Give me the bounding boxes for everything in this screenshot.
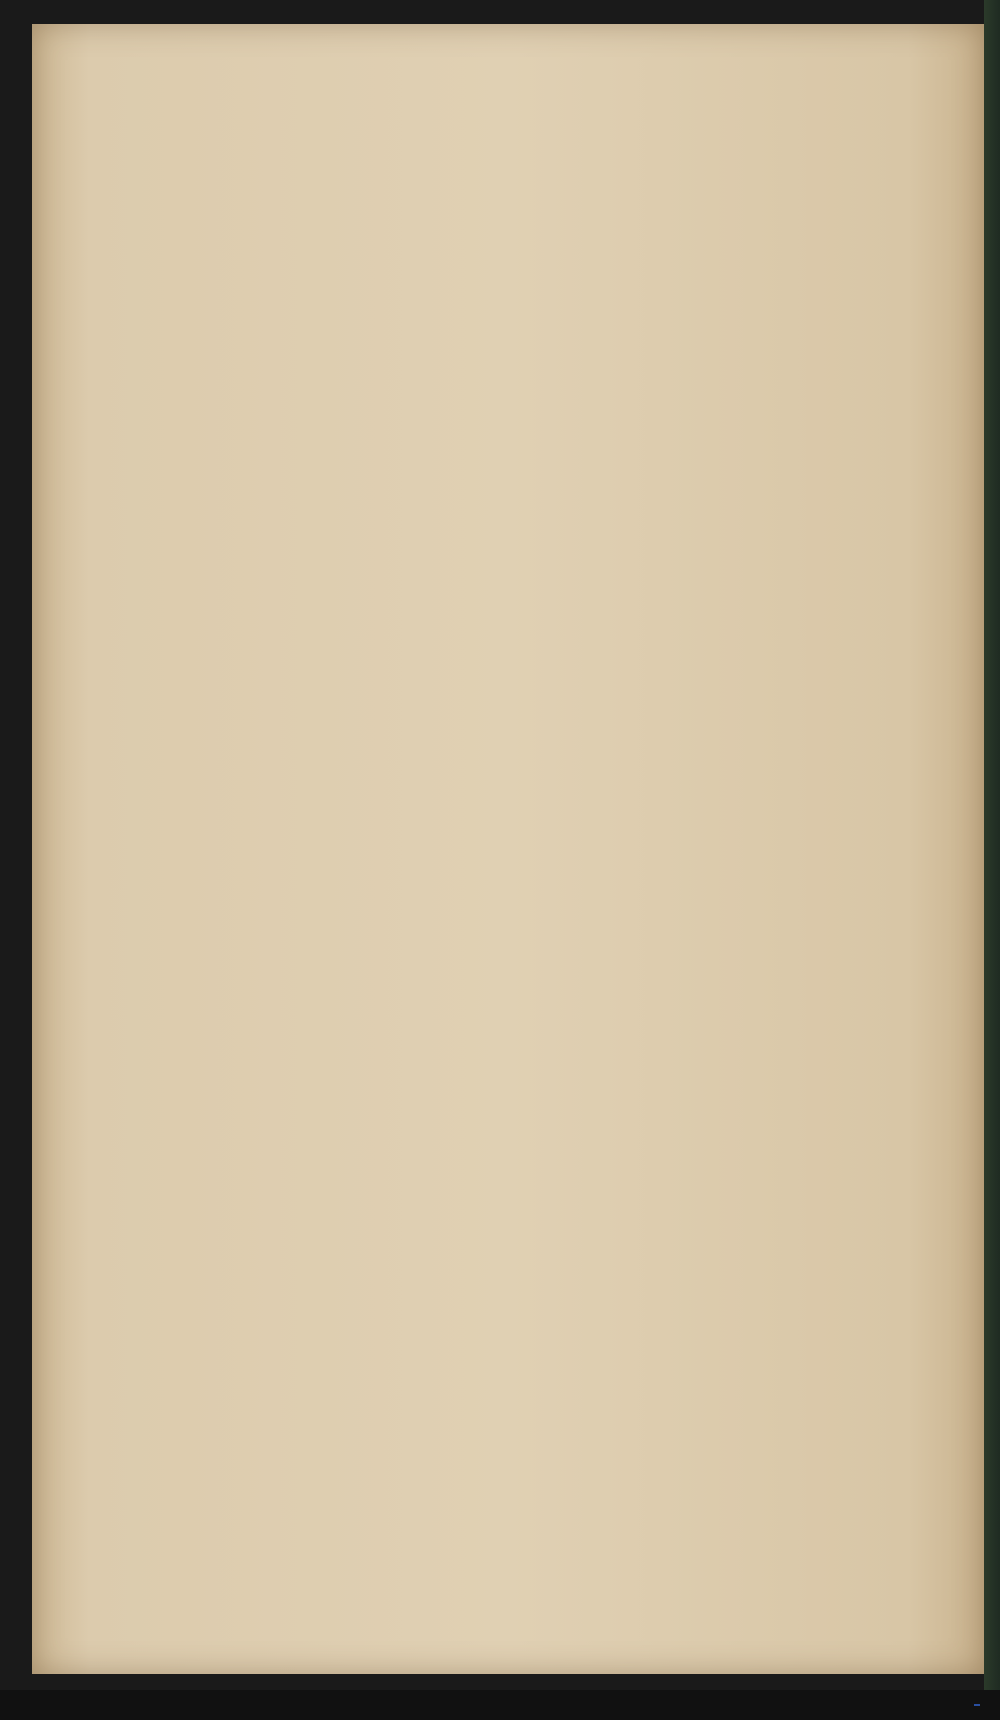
- dfg-logo: [974, 1704, 980, 1706]
- digitization-footer: [971, 1697, 980, 1711]
- book-page: [32, 24, 984, 1674]
- running-header: [210, 78, 830, 113]
- binding-edge: [984, 0, 1000, 1690]
